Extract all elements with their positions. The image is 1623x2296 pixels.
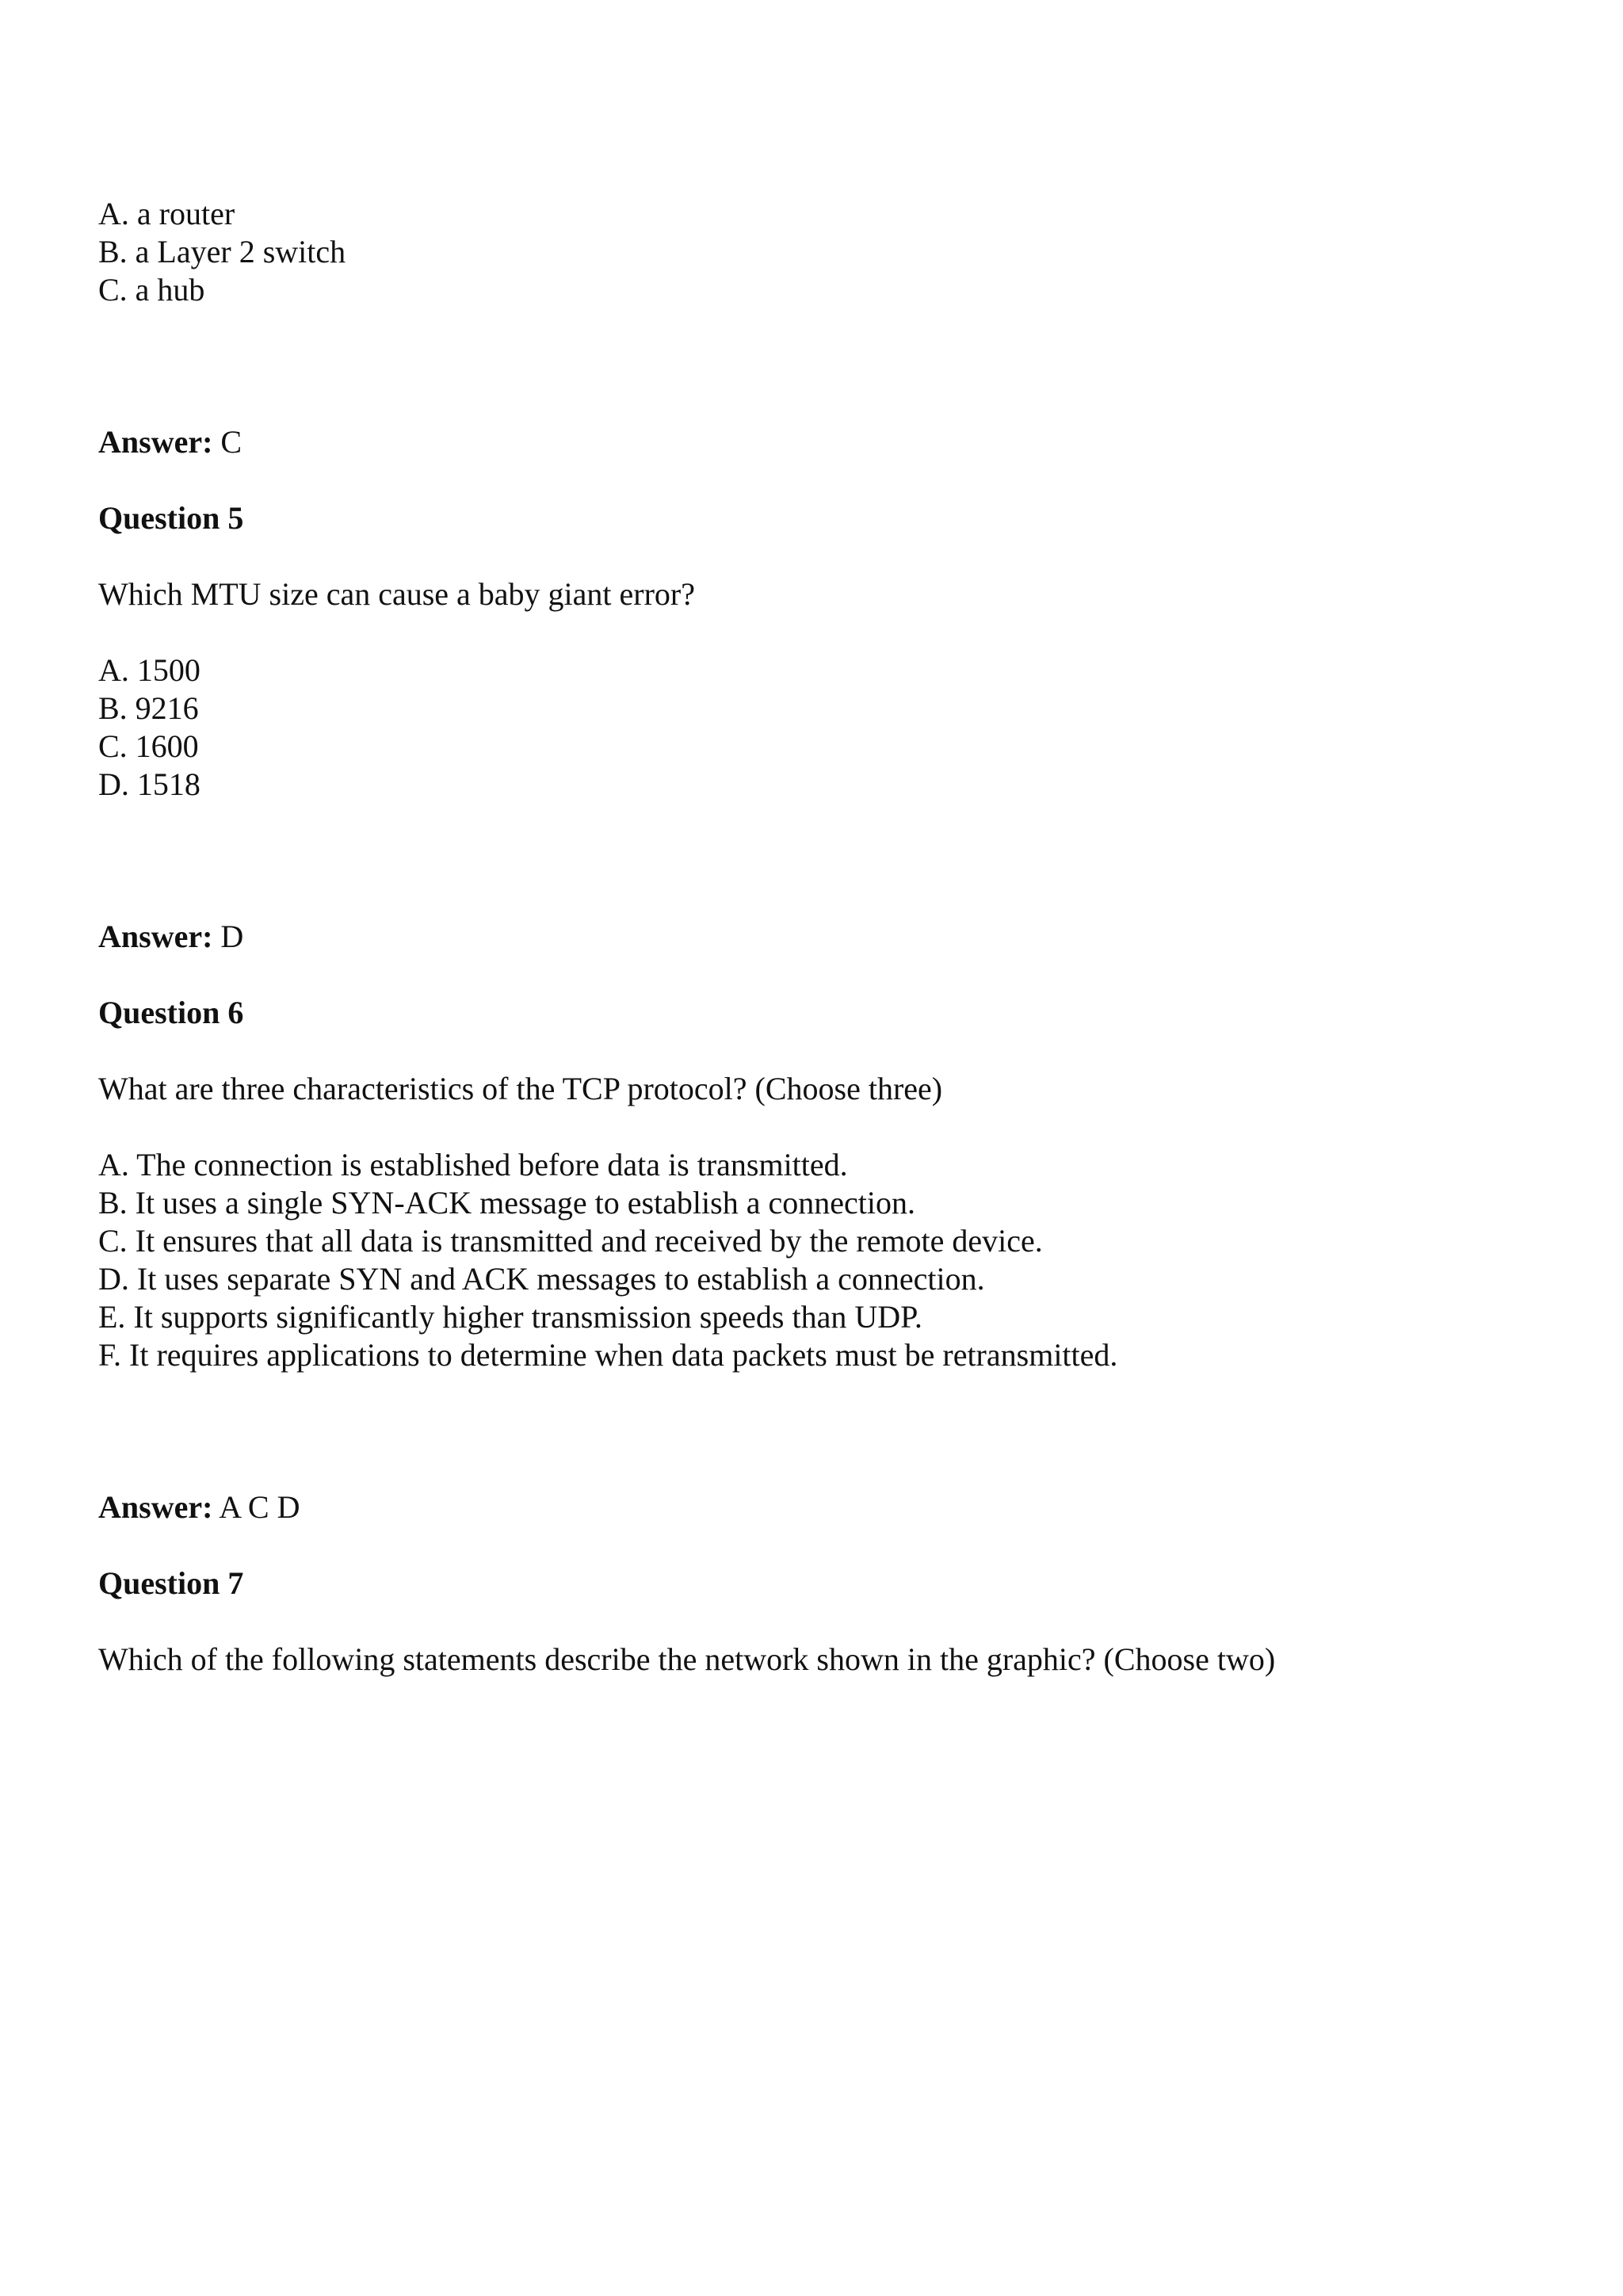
option-q6-e: E. It supports significantly higher transmission speeds than UDP. [98,1299,922,1335]
answer-value: A C D [219,1489,300,1525]
answer-label: Answer: [98,919,213,954]
question-5-heading: Question 5 [98,500,244,536]
question-6-heading: Question 6 [98,995,244,1030]
option-q6-b: B. It uses a single SYN-ACK message to establish a connection. [98,1185,915,1221]
question-7-heading: Question 7 [98,1565,244,1601]
option-q4-b: B. a Layer 2 switch [98,234,346,269]
option-q4-a: A. a router [98,196,235,231]
option-q6-d: D. It uses separate SYN and ACK messages to establish a connection. [98,1261,985,1297]
option-q5-a: A. 1500 [98,652,200,688]
option-q6-a: A. The connection is established before data is transmitted. [98,1147,848,1182]
option-q5-d: D. 1518 [98,766,200,802]
answer-label: Answer: [98,1489,213,1525]
answer-value: D [220,919,244,954]
option-q6-f: F. It requires applications to determine when data packets must be retransmitted. [98,1337,1118,1373]
question-6-text: What are three characteristics of the TCP protocol? (Choose three) [98,1071,943,1106]
answer-q6 [98,1488,300,1526]
answer-label: Answer: [98,424,213,460]
answer-q4 [98,423,242,461]
option-q6-c: C. It ensures that all data is transmitted and received by the remote device. [98,1223,1043,1259]
answer-value: C [220,424,242,460]
option-q5-c: C. 1600 [98,728,199,764]
question-7-text: Which of the following statements describe the network shown in the graphic? (Choose two) [98,1641,1276,1677]
option-q4-c: C. a hub [98,272,205,308]
option-q5-b: B. 9216 [98,690,199,726]
question-5-text: Which MTU size can cause a baby giant error? [98,576,695,612]
answer-q5 [98,918,243,956]
